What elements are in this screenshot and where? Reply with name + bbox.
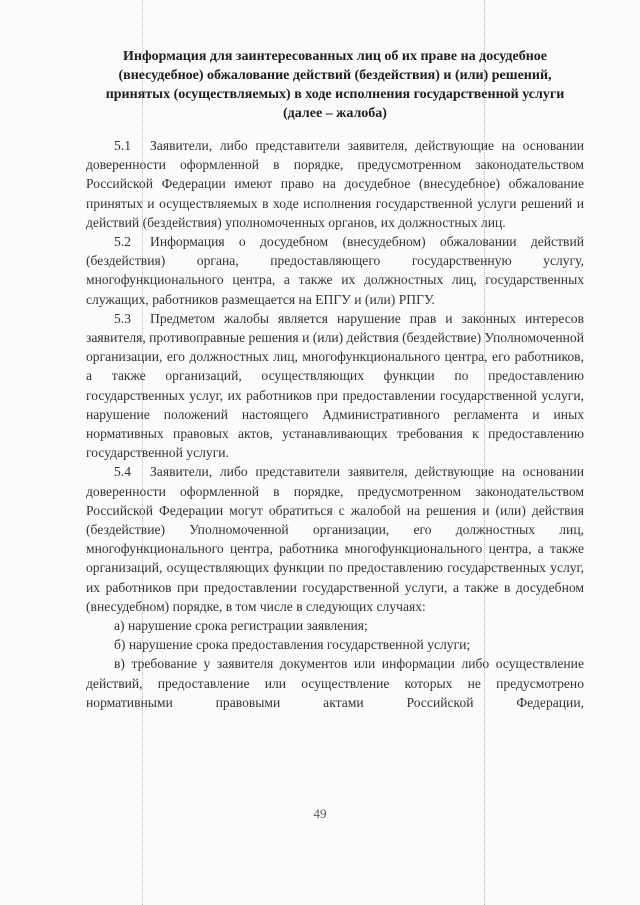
title-line: принятых (осуществляемых) в ходе исполнения государственной услуги — [105, 87, 565, 102]
section-text: Предметом жалобы является нарушение прав и законных интересов заявителя, противоправные решения и (или) действия (бездействие) Уполномоченной организации, его должностных лиц, многофункционального центра, его работников, а также организаций, осуществляющих функции по предоставлению государственных услуг, их работников при предоставлении государственной услуги, нарушение положений настоящего Административного регламента и иных нормативных правовых актов, устанавливающих требования к предоставлению государственной услуги. — [86, 310, 584, 461]
section-5-2 — [86, 232, 584, 309]
title-line: (далее – жалоба) — [283, 106, 387, 121]
title-line: Информация для заинтересованных лиц об их праве на досудебное — [123, 49, 547, 64]
list-item: а) нарушение срока регистрации заявления; — [114, 618, 368, 634]
list-item: б) нарушение срока предоставления государственной услуги; — [114, 637, 471, 653]
section-5-3 — [86, 309, 584, 463]
section-5-1 — [86, 136, 584, 232]
section-text: Информация о досудебном (внесудебном) обжаловании действий (бездействия) органа, предоставляющего государственную услугу, многофункционального центра, а также их должностных лиц, государственных служащих, работников размещается на ЕПГУ и (или) РПГУ. — [86, 234, 584, 307]
document-title — [80, 47, 590, 123]
section-number: 5.2 — [114, 234, 131, 250]
section-number: 5.4 — [114, 464, 131, 480]
page-number: 49 — [313, 806, 327, 821]
section-number: 5.1 — [114, 138, 131, 153]
section-5-4 — [86, 462, 584, 616]
document-body — [86, 136, 584, 712]
section-number: 5.3 — [114, 310, 131, 326]
section-text: Заявители, либо представители заявителя, действующие на основании доверенности оформленной в порядке, предусмотренном законодательством Российской Федерации могут обратиться с жалобой на решения и (или) действия (бездействие) Уполномоченной организации, его должностных лиц, многофункционального центра, работника многофункционального центра, а также организаций, осуществляющих функции по предоставлению государственных услуг, их работников при предоставлении государственной услуги, а также в досудебном (внесудебном) порядке, в том числе в следующих случаях: — [86, 464, 584, 614]
list-item: в) требование у заявителя документов или информации либо осуществление действий, предоставление или осуществление которых не предусмотрено нормативными правовыми актами Российской Федерации, — [86, 656, 584, 710]
section-text: Заявители, либо представители заявителя, действующие на основании доверенности оформленной в порядке, предусмотренном законодательством Российской Федерации имеют право на досудебное (внесудебное) обжалование принятых и осуществляемых в ходе исполнения государственной услуги решений и действий (бездействия) уполномоченных органов, их должностных лиц. — [86, 138, 584, 230]
title-line: (внесудебное) обжалование действий (бездействия) и (или) решений, — [118, 68, 552, 83]
